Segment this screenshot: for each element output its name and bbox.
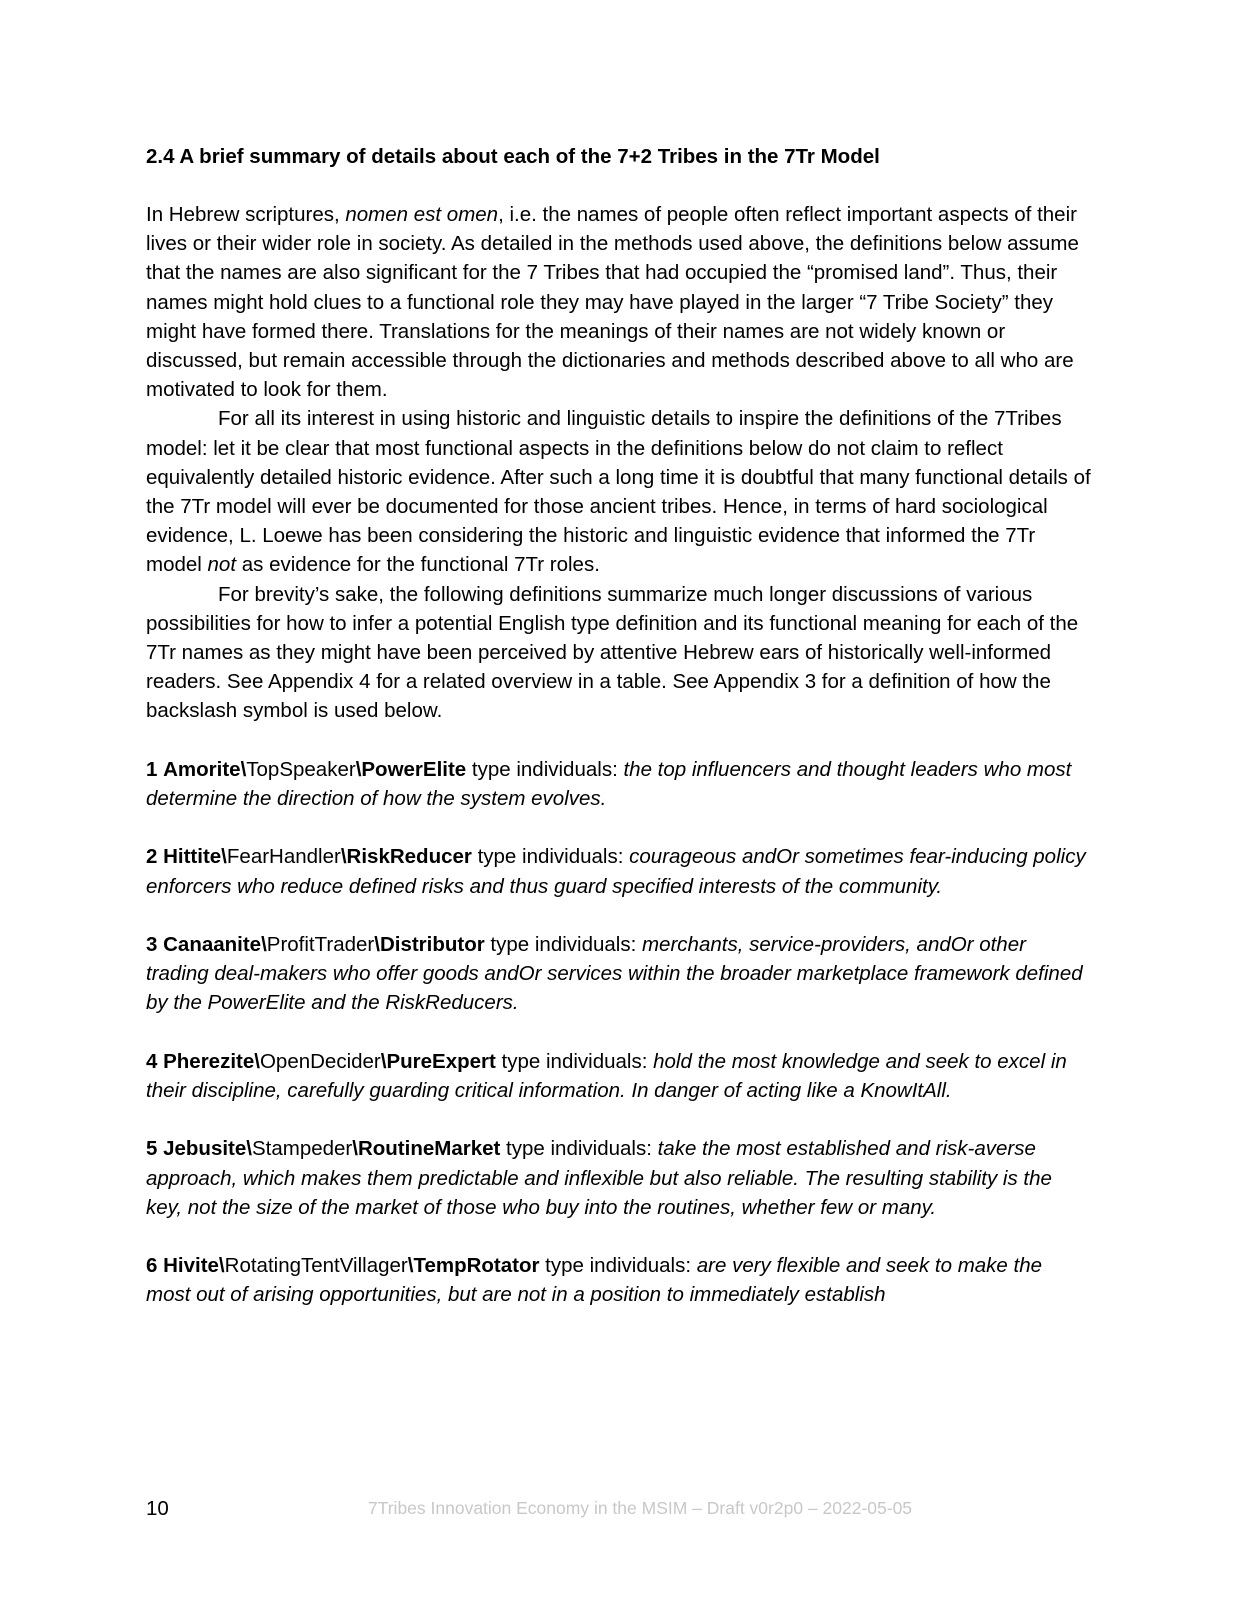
tribe-entry: [146, 1251, 1091, 1309]
tribe-entry: [146, 1047, 1091, 1105]
tribe-name: Amorite\: [163, 757, 247, 781]
tribe-description: merchants, service-providers, andOr other trading deal-makers who offer goods andOr services within the broader marketplace framework defined by the PowerElite and the RiskReducers.: [146, 933, 1083, 1015]
tribe-type-label: type individuals:: [539, 1254, 697, 1278]
tribe-category: \RiskReducer: [340, 845, 472, 869]
tribe-entry: [146, 842, 1091, 900]
tribe-number: 4: [146, 1049, 158, 1073]
tribe-description: courageous andOr sometimes fear-inducing policy enforcers who reduce defined risks and thus guard specified interests of the community.: [146, 845, 1086, 898]
tribe-number: 5: [146, 1137, 158, 1161]
tribe-name: Pherezite\: [163, 1049, 260, 1073]
tribe-name: Hittite\: [163, 845, 227, 869]
tribe-category: \PowerElite: [355, 757, 467, 781]
tribe-category: \RoutineMarket: [352, 1137, 501, 1161]
tribe-category: \PureExpert: [380, 1049, 496, 1073]
tribe-type-label: type individuals:: [466, 757, 624, 781]
tribe-name: Jebusite\: [163, 1137, 252, 1161]
intro-emphasis: nomen est omen: [345, 203, 499, 226]
tribe-name: Canaanite\: [163, 933, 267, 957]
disclaimer-text-a: For all its interest in using historic and linguistic details to inspire the definitions of the 7Tribes model: let it be clear that most functional aspects in the definitions below do not claim to reflect equivalently detailed historic evidence. After such a long time it is doubtful that many functional details of the 7Tr model will ever be documented for those ancient tribes. Hence, in terms of hard sociological evidence, L. Loewe has been considering the historic and linguistic evidence that informed the 7Tr model: [146, 407, 1091, 577]
tribe-list: [146, 755, 1091, 1310]
tribe-entry: [146, 755, 1091, 813]
tribe-type-label: type individuals:: [495, 1049, 654, 1073]
tribe-number: 2: [146, 845, 158, 869]
tribe-entry: [146, 1134, 1091, 1222]
tribe-alias: TopSpeaker: [246, 757, 356, 781]
tribe-description: are very flexible and seek to make the most out of arising opportunities, but are not in a position to immediately establish: [146, 1254, 1043, 1307]
tribe-category: \Distributor: [374, 933, 485, 957]
intro-paragraph: [146, 200, 1091, 404]
tribe-number: 6: [146, 1254, 158, 1278]
tribe-type-label: type individuals:: [484, 933, 642, 957]
page-number: 10: [146, 1497, 169, 1520]
tribe-type-label: type individuals:: [500, 1137, 658, 1161]
tribe-name: Hivite\: [163, 1254, 225, 1278]
intro-text-a: In Hebrew scriptures,: [146, 203, 346, 226]
disclaimer-text-b: as evidence for the functional 7Tr roles.: [236, 553, 600, 577]
tribe-alias: FearHandler: [226, 845, 341, 869]
tribe-alias: ProfitTrader: [266, 933, 375, 957]
tribe-number: 3: [146, 933, 158, 957]
tribe-number: 1: [146, 757, 158, 781]
tribe-alias: Stampeder: [251, 1137, 353, 1161]
tribe-description: take the most established and risk-averse approach, which makes them predictable and inflexible but also reliable. The resulting stability is the key, not the size of the market of those who buy into the routines, whether few or many.: [146, 1137, 1052, 1219]
tribe-alias: OpenDecider: [259, 1049, 381, 1073]
tribe-description: hold the most knowledge and seek to excel in their discipline, carefully guarding critical information. In danger of acting like a KnowItAll.: [146, 1049, 1067, 1103]
disclaimer-paragraph: [146, 404, 1091, 579]
brevity-paragraph: For brevity’s sake, the following definitions summarize much longer discussions of various possibilities for how to infer a potential English type definition and its functional meaning for each of the 7Tr names as they might have been perceived by attentive Hebrew ears of historically well-informed readers. See Appendix 4 for a related overview in a table. See Appendix 3 for a definition of how the backslash symbol is used below.: [146, 582, 1079, 723]
section-heading: 2.4 A brief summary of details about each of the 7+2 Tribes in the 7Tr Model: [146, 145, 880, 168]
running-footer: 7Tribes Innovation Economy in the MSIM – Draft v0r2p0 – 2022-05-05: [367, 1498, 913, 1518]
tribe-description: the top influencers and thought leaders who most determine the direction of how the system evolves.: [146, 757, 1072, 811]
intro-text-b: , i.e. the names of people often reflect important aspects of their lives or their wider role in society. As detailed in the methods used above, the definitions below assume that the names are also significant for the 7 Tribes that had occupied the “promised land”. Thus, their names might hold clues to a functional role they may have played in the larger “7 Tribe Society” they might have formed there. Translations for the meanings of their names are not widely known or discussed, but remain accessible through the dictionaries and methods described above to all who are motivated to look for them.: [146, 203, 1079, 402]
page-content: [146, 142, 1091, 1310]
tribe-type-label: type individuals:: [471, 845, 630, 869]
disclaimer-emphasis: not: [207, 553, 237, 577]
tribe-alias: RotatingTentVillager: [224, 1254, 408, 1278]
tribe-entry: [146, 930, 1091, 1018]
tribe-category: \TempRotator: [407, 1254, 540, 1278]
